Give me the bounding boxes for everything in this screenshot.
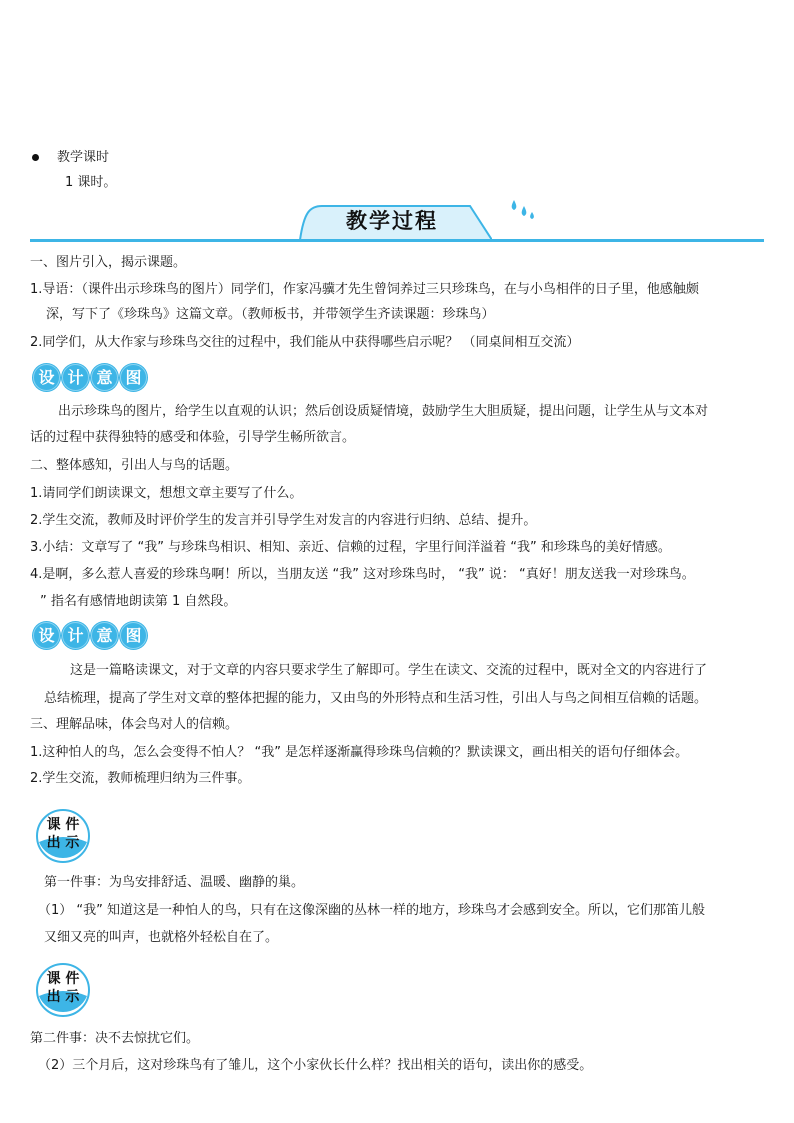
- bullet-dot: [32, 154, 39, 161]
- courseware-badge: [35, 808, 91, 864]
- section2-item4-line2: ” 指名有感情地朗读第 1 自然段。: [40, 594, 237, 609]
- design-intent-badge: [33, 364, 147, 391]
- design-badge-char: 计: [62, 364, 89, 391]
- section1-item1-line1: 1.导语：（课件出示珍珠鸟的图片）同学们，作家冯骥才先生曾饲养过三只珍珠鸟，在与小鸟相伴的日子里，他感触颇: [30, 282, 699, 297]
- design-badge-char: 计: [62, 622, 89, 649]
- event2-line1: （2）三个月后，这对珍珠鸟有了雏儿，这个小家伙长什么样？找出相关的语句，读出你的感受。: [38, 1058, 593, 1073]
- section2-item3: 3.小结：文章写了 “我” 与珍珠鸟相识、相知、亲近、信赖的过程，字里行间洋溢着 “我” 和珍珠鸟的美好情感。: [30, 540, 671, 555]
- design-badge-char: 图: [120, 364, 147, 391]
- section2-heading: 二、整体感知，引出人与鸟的话题。: [30, 458, 239, 473]
- design1-line1: 出示珍珠鸟的图片，给学生以直观的认识；然后创设质疑情境，鼓励学生大胆质疑，提出问题，让学生从与文本对: [58, 404, 709, 419]
- design-badge-char: 意: [91, 622, 118, 649]
- section3-item2: 2.学生交流，教师梳理归纳为三件事。: [30, 771, 251, 786]
- design2-line2: 总结梳理，提高了学生对文章的整体把握的能力，又由鸟的外形特点和生活习性，引出人与鸟之间相互信赖的话题。: [44, 691, 708, 706]
- event2-title: 第二件事：决不去惊扰它们。: [30, 1031, 200, 1046]
- courseware-badge-line2: 出 示: [46, 835, 80, 851]
- event1-line1: （1） “我” 知道这是一种怕人的鸟，只有在这像深幽的丛林一样的地方，珍珠鸟才会感到安全。所以，它们那笛儿般: [38, 903, 706, 918]
- courseware-badge: [35, 962, 91, 1018]
- design-badge-char: 设: [33, 364, 60, 391]
- courseware-badge-line2: 出 示: [46, 989, 80, 1005]
- event1-title: 第一件事：为鸟安排舒适、温暖、幽静的巢。: [44, 875, 305, 890]
- design1-line2: 话的过程中获得独特的感受和体验，引导学生畅所欲言。: [30, 430, 356, 445]
- water-drops-icon: [500, 196, 540, 226]
- banner-title: 教学过程: [346, 209, 438, 233]
- section2-item4-line1: 4.是啊，多么惹人喜爱的珍珠鸟啊！所以，当朋友送 “我” 这对珍珠鸟时， “我” 说： “真好！朋友送我一对珍珠鸟。: [30, 567, 695, 582]
- event1-line2: 又细又亮的叫声，也就格外轻松自在了。: [44, 930, 279, 945]
- section3-item1: 1.这种怕人的鸟，怎么会变得不怕人？ “我” 是怎样逐渐赢得珍珠鸟信赖的？默读课文，画出相关的语句仔细体会。: [30, 745, 689, 760]
- design-badge-char: 设: [33, 622, 60, 649]
- courseware-badge-line1: 课 件: [46, 971, 80, 987]
- design-badge-char: 图: [120, 622, 147, 649]
- lesson-hours-value: 1 课时。: [65, 175, 117, 190]
- lesson-hours-heading: 教学课时: [57, 150, 110, 165]
- section1-heading: 一、图片引入，揭示课题。: [30, 255, 187, 270]
- design-badge-char: 意: [91, 364, 118, 391]
- section2-item1: 1.请同学们朗读课文，想想文章主要写了什么。: [30, 486, 303, 501]
- design2-line1: 这是一篇略读课文，对于文章的内容只要求学生了解即可。学生在读文、交流的过程中，既对全文的内容进行了: [70, 663, 708, 678]
- section1-item2: 2.同学们，从大作家与珍珠鸟交往的过程中，我们能从中获得哪些启示呢？ （同桌间相互交流）: [30, 335, 580, 350]
- section1-item1-line2: 深，写下了《珍珠鸟》这篇文章。（教师板书，并带领学生齐读课题：珍珠鸟）: [46, 307, 495, 322]
- section2-item2: 2.学生交流，教师及时评价学生的发言并引导学生对发言的内容进行归纳、总结、提升。: [30, 513, 537, 528]
- design-intent-badge: [33, 622, 147, 649]
- section3-heading: 三、理解品味，体会鸟对人的信赖。: [30, 717, 239, 732]
- courseware-badge-line1: 课 件: [46, 817, 80, 833]
